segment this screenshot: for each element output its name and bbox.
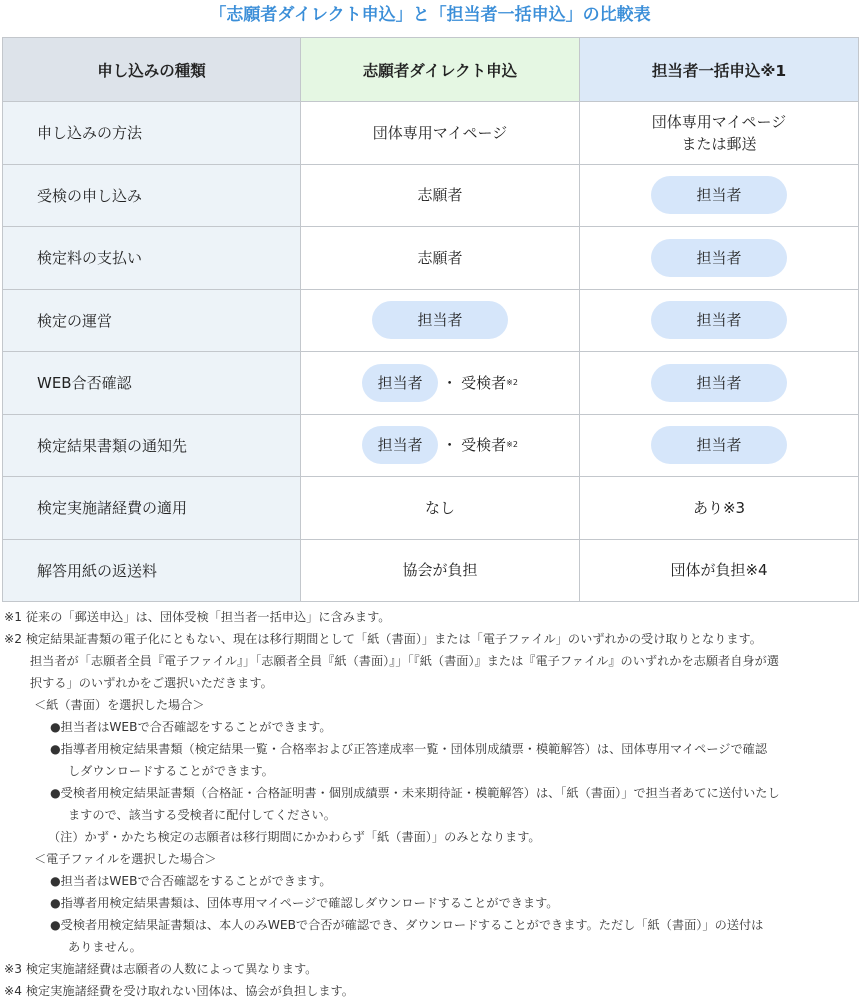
table-row <box>3 102 859 165</box>
direct-cell: なし <box>301 477 580 540</box>
bulk-cell <box>580 164 859 227</box>
row-label: 解答用紙の返送料 <box>3 539 301 602</box>
header-direct-application: 志願者ダイレクト申込 <box>301 38 580 102</box>
table-row <box>3 164 859 227</box>
direct-cell: 団体専用マイページ <box>301 102 580 165</box>
examinee-text: 受検者 <box>461 373 507 392</box>
bulk-cell-line2: または郵送 <box>681 134 757 153</box>
row-label: 検定結果書類の通知先 <box>3 414 301 477</box>
file-section-heading: ＜電子ファイルを選択した場合＞ <box>34 852 217 866</box>
row-label: 検定実施諸経費の適用 <box>3 477 301 540</box>
footnote-2-line1: ※2 検定結果証書類の電子化にともない、現在は移行期間として「紙（書面）」または「電子ファイル」のいずれかの受け取りとなります。 <box>4 632 762 646</box>
highlight-pill: 担当者 <box>362 364 438 402</box>
paper-bullet-2: ●指導者用検定結果書類（検定結果一覧・合格率および正答達成率一覧・団体別成績票・模範解答）は、団体専用マイページで確認 <box>50 742 768 756</box>
table-row <box>3 227 859 290</box>
paper-note: （注）かず・かたち検定の志願者は移行期間にかかわらず「紙（書面）」のみとなります。 <box>48 830 541 844</box>
table-row <box>3 477 859 540</box>
table-row <box>3 289 859 352</box>
file-bullet-1: ●担当者はWEBで合否確認をすることができます。 <box>50 874 332 888</box>
file-bullet-2: ●指導者用検定結果書類は、団体専用マイページで確認しダウンロードすることができます。 <box>50 896 559 910</box>
paper-bullet-3-cont: ますので、該当する受検者に配付してください。 <box>68 808 336 822</box>
separator-dot: ・ <box>442 373 458 392</box>
highlight-pill: 担当者 <box>651 426 787 464</box>
footnote-1: ※1 従来の「郵送申込」は、団体受検「担当者一括申込」に含みます。 <box>4 610 391 624</box>
footnote-4: ※4 検定実施諸経費を受け取れない団体は、協会が負担します。 <box>4 984 354 998</box>
row-label: 受検の申し込み <box>3 164 301 227</box>
highlight-pill: 担当者 <box>651 239 787 277</box>
paper-section-heading: ＜紙（書面）を選択した場合＞ <box>34 698 205 712</box>
row-label: 検定の運営 <box>3 289 301 352</box>
file-bullet-3-cont: ありません。 <box>68 940 142 954</box>
footnote-3: ※3 検定実施諸経費は志願者の人数によって異なります。 <box>4 962 318 976</box>
highlight-pill: 担当者 <box>651 364 787 402</box>
bulk-cell <box>580 227 859 290</box>
direct-cell <box>301 289 580 352</box>
direct-cell: 志願者 <box>301 164 580 227</box>
row-label: WEB合否確認 <box>3 352 301 415</box>
direct-cell: 協会が負担 <box>301 539 580 602</box>
comparison-table <box>2 37 859 602</box>
highlight-pill: 担当者 <box>362 426 438 464</box>
bulk-cell-line1: 団体専用マイページ <box>651 112 787 131</box>
bulk-cell: 団体が負担※4 <box>580 539 859 602</box>
footnote-2-line2: 担当者が「志願者全員『電子ファイル』」「志願者全員『紙（書面）』」「『紙（書面）』または『電子ファイル』のいずれかを志願者自身が選 <box>30 654 779 668</box>
bulk-cell: あり※3 <box>580 477 859 540</box>
highlight-pill: 担当者 <box>651 301 787 339</box>
footnotes <box>4 606 858 1002</box>
row-label: 検定料の支払い <box>3 227 301 290</box>
footnote-2-line3: 択する」のいずれかをご選択いただきます。 <box>30 676 273 690</box>
direct-cell: 担当者 ・ 受検者 ※2 <box>301 414 580 477</box>
paper-bullet-2-cont: しダウンロードすることができます。 <box>68 764 274 778</box>
paper-bullet-3: ●受検者用検定結果証書類（合格証・合格証明書・個別成績票・未来期待証・模範解答）は、「紙（書面）」で担当者あてに送付いたし <box>50 786 780 800</box>
row-label: 申し込みの方法 <box>3 102 301 165</box>
separator-dot: ・ <box>442 436 458 455</box>
table-row <box>3 352 859 415</box>
examinee-text: 受検者 <box>461 436 507 455</box>
file-bullet-3: ●受検者用検定結果証書類は、本人のみWEBで合否が確認でき、ダウンロードすることができます。ただし「紙（書面）」の送付は <box>50 918 764 932</box>
bulk-cell <box>580 289 859 352</box>
table-row <box>3 539 859 602</box>
bulk-cell <box>580 414 859 477</box>
header-bulk-application: 担当者一括申込※1 <box>580 38 859 102</box>
table-header-row <box>3 38 859 102</box>
page-title: 「志願者ダイレクト申込」と「担当者一括申込」の比較表 <box>209 5 651 25</box>
header-application-type: 申し込みの種類 <box>3 38 301 102</box>
table-row <box>3 414 859 477</box>
direct-cell: 志願者 <box>301 227 580 290</box>
highlight-pill: 担当者 <box>372 301 508 339</box>
direct-cell: 担当者 ・ 受検者 ※2 <box>301 352 580 415</box>
paper-bullet-1: ●担当者はWEBで合否確認をすることができます。 <box>50 720 332 734</box>
bulk-cell <box>580 102 859 165</box>
bulk-cell <box>580 352 859 415</box>
highlight-pill: 担当者 <box>651 176 787 214</box>
